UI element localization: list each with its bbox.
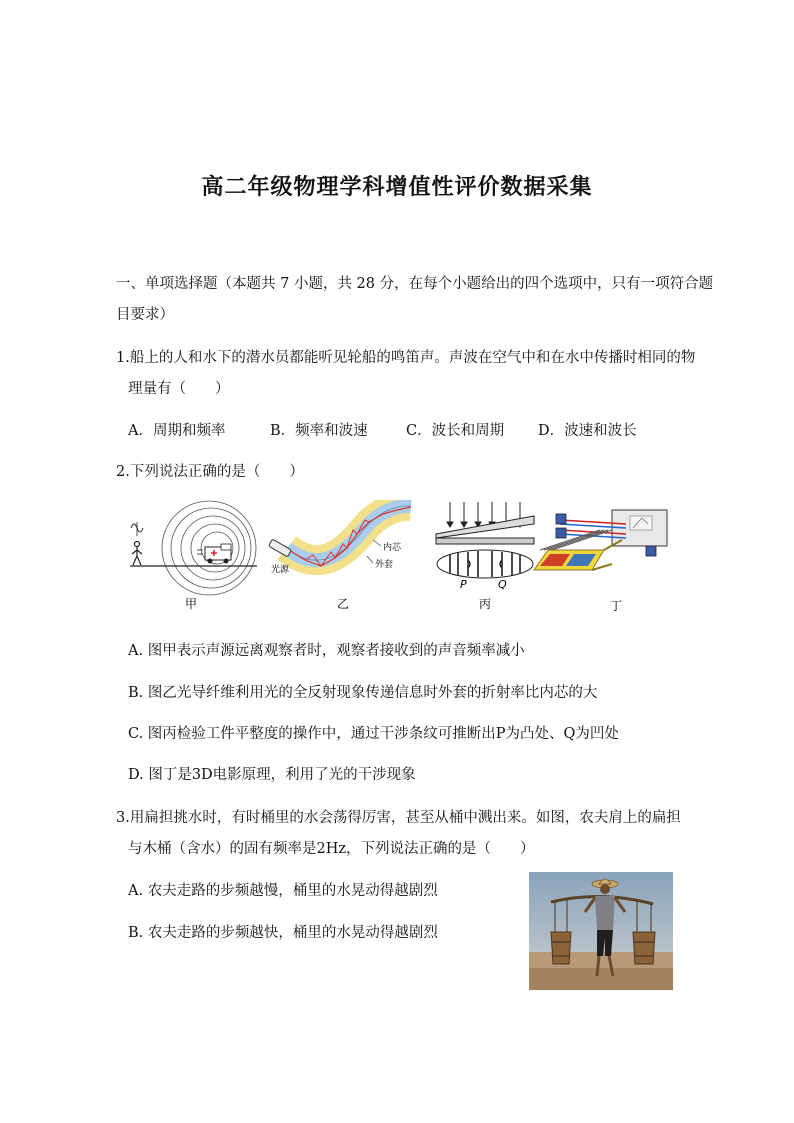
q2-option-a: A. 图甲表示声源远离观察者时，观察者接收到的声音频率减小 [128, 643, 525, 659]
q2-option-d: D. 图丁是3D电影原理，利用了光的干涉现象 [128, 767, 416, 783]
label-light-source: 光源 [271, 565, 290, 575]
figure-caption-jia: 甲 [184, 597, 198, 611]
figure-caption-yi: 乙 [336, 597, 350, 611]
q1-option-c: C．波长和周期 [406, 423, 505, 439]
q1-option-d: D．波速和波长 [538, 423, 637, 439]
section-heading-cont: 目要求） [116, 307, 174, 323]
q1-option-b: B．频率和波速 [270, 423, 368, 439]
page-title: 高二年级物理学科增值性评价数据采集 [201, 175, 593, 200]
question-2-stem: 2.下列说法正确的是（ ） [116, 464, 304, 480]
farmer-photo [529, 872, 673, 990]
q3-option-b: B. 农夫走路的步频越快，桶里的水晃动得越剧烈 [128, 925, 438, 941]
label-inner-core: 内芯 [383, 543, 402, 553]
figure-caption-ding: 丁 [609, 599, 623, 613]
figure-3d-cinema [530, 500, 680, 618]
question-1-stem: 1.船上的人和水下的潜水员都能听见轮船的鸣笛声。声波在空气中和在水中传播时相同的物 [116, 350, 696, 366]
figure-optical-fiber [265, 500, 420, 618]
light-source-icon [268, 539, 291, 557]
label-p: P [460, 578, 467, 591]
question-3-stem-cont: 与木桶（含水）的固有频率是2Hz，下列说法正确的是（ ） [128, 841, 535, 857]
q2-option-b: B. 图乙光导纤维利用光的全反射现象传递信息时外套的折射率比内芯的大 [128, 685, 598, 701]
label-q: Q [498, 578, 507, 591]
section-heading: 一、单项选择题（本题共 7 小题，共 28 分，在每个小题给出的四个选项中，只有一项符合题 [116, 276, 714, 292]
label-outer-cladding: 外套 [375, 560, 394, 570]
3d-glasses-icon [534, 540, 622, 570]
figure-doppler [125, 500, 265, 618]
figure-caption-bing: 丙 [478, 597, 492, 611]
q2-option-c: C. 图丙检验工件平整度的操作中，通过干涉条纹可推断出P为凸处、Q为凹处 [128, 726, 619, 742]
q1-option-a: A．周期和频率 [128, 423, 226, 439]
ambulance-icon [197, 544, 231, 564]
figure-interference [430, 500, 540, 618]
projector-icon [556, 514, 566, 524]
observer-icon [132, 542, 142, 566]
question-3-stem: 3.用扁担挑水时，有时桶里的水会荡得厉害，甚至从桶中溅出来。如图，农夫肩上的扁担 [116, 810, 681, 826]
question-1-stem-cont: 理量有（ ） [128, 381, 230, 397]
q3-option-a: A. 农夫走路的步频越慢，桶里的水晃动得越剧烈 [128, 883, 438, 899]
